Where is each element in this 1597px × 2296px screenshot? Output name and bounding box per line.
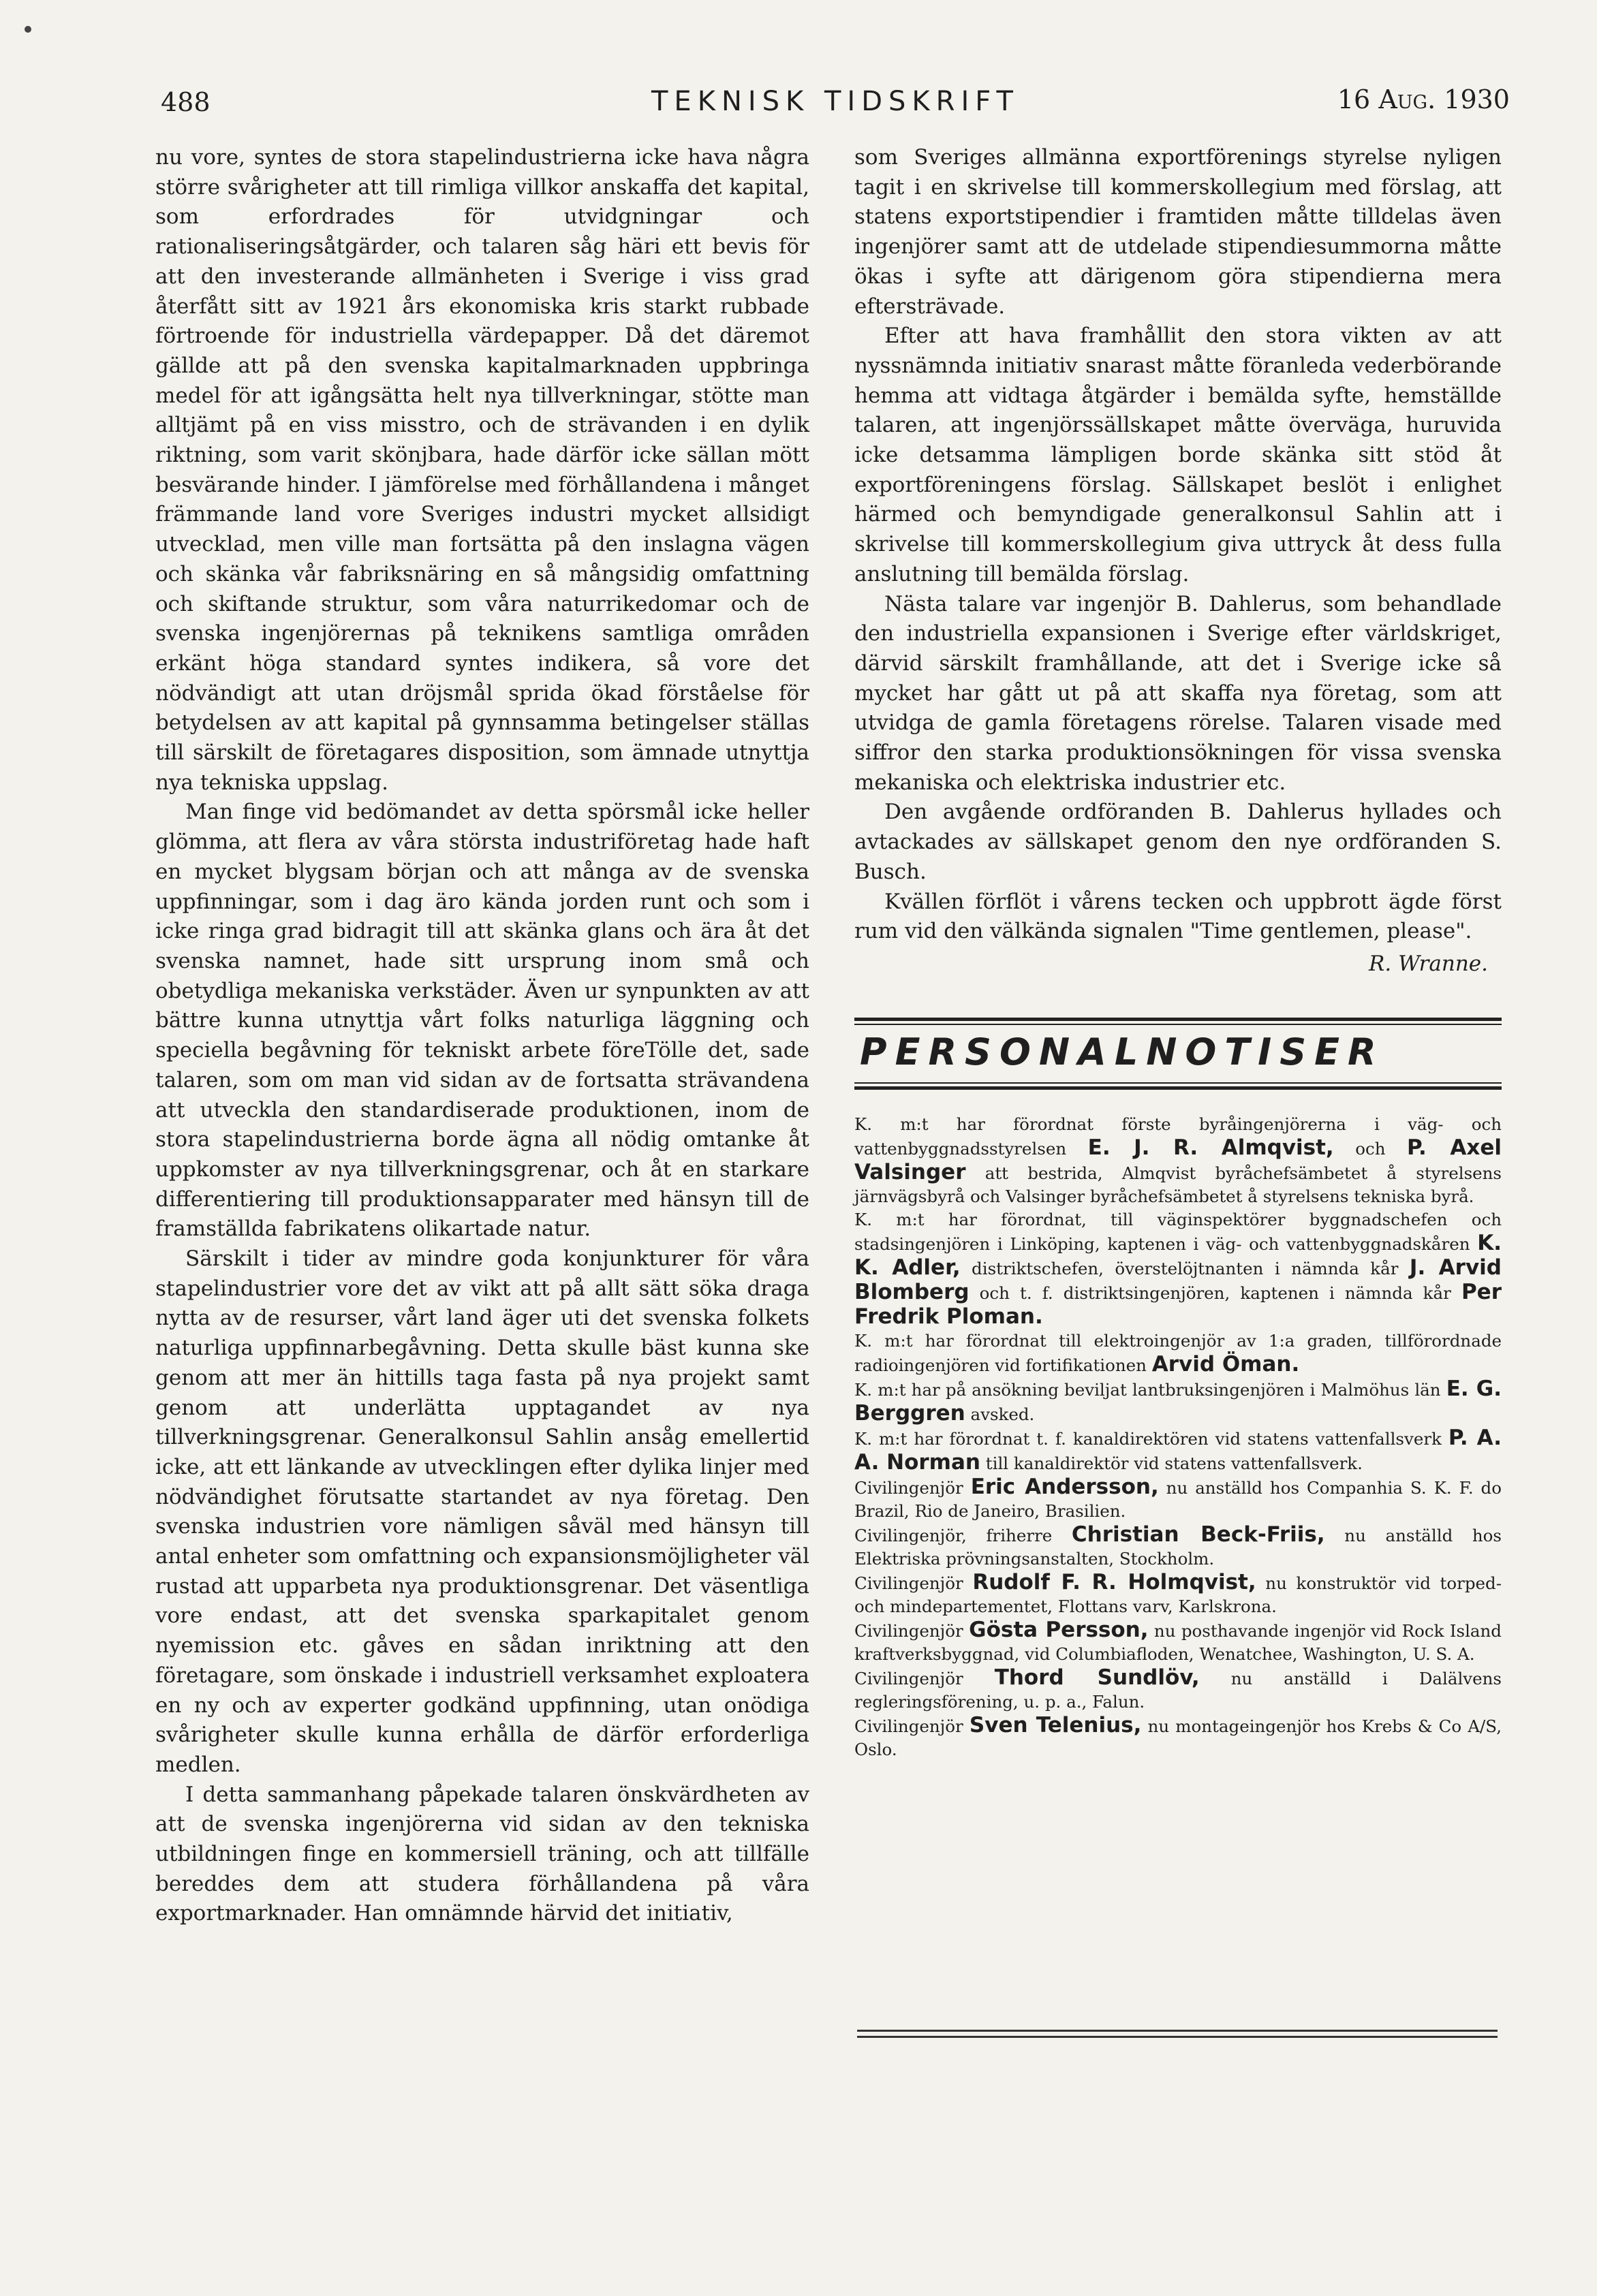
- issue-month: Aug.: [1378, 84, 1436, 114]
- notice-item: Civilingenjör Sven Telenius, nu montageingenjör hos Krebs & Co A/S, Oslo.: [854, 1712, 1502, 1759]
- paragraph: nu vore, syntes de stora stapelindustrierna icke hava några större svårigheter att till rimliga villkor anskaffa det kapital, som erfordrades för utvidgningar och rationaliseringsåtgärder, och talaren såg häri ett bevis för att den investerande allmänheten i Sverige i viss grad återfått sitt av 1921 års ekonomiska kris starkt rubbade förtroende för industriella värdepapper. Då det däremot gällde att på den svenska kapitalmarknaden uppbringa medel för att igångsätta helt nya tillverkningar, stötte man alltjämt på en viss misstro, och de strävanden i en dylik riktning, som varit skönjbara, hade därför icke sällan mött besvärande hinder. I jämförelse med förhållandena i månget främmande land vore Sveriges industri mycket allsidigt utvecklad, men ville man fortsätta på den inslagna vägen och skänka vår fabriksnäring en så mångsidig omfattning och skiftande struktur, som våra naturrikedomar och de svenska ingenjörernas på teknikens samtliga områden erkänt höga standard syntes indikera, så vore det nödvändigt att utan dröjsmål sprida ökad förståelse för betydelsen av att kapital på gynnsamma betingelser ställas till särskilt de företagares disposition, som ämnade utnyttja nya tekniska uppslag.: [155, 145, 809, 795]
- left-column: [155, 143, 809, 1929]
- author-signature: R. Wranne.: [1369, 951, 1488, 976]
- paragraph: Efter att hava framhållit den stora vikten av att nyssnämnda initiativ snarast måtte föranleda vederbörande hemma att vidtaga åtgärder i bemälda syfte, hemställde talaren, att ingenjörssällskapet måtte överväga, huruvida icke detsamma lämpligen borde skänka sitt stöd åt exportföreningens förslag. Sällskapet beslöt i enlighet härmed och bemyndigade generalkonsul Sahlin att i skrivelse till kommerskollegium giva uttryck åt dess fulla anslutning till bemälda förslag.: [854, 324, 1502, 586]
- end-rule: [857, 2030, 1498, 2042]
- notice-item: K. m:t har förordnat till elektroingenjör av 1:a graden, tillförordnade radioingenjören vid fortifikationen Arvid Öman.: [854, 1330, 1502, 1377]
- heading-rule-bottom-thin: [854, 1082, 1502, 1084]
- page-header: [161, 80, 1510, 135]
- heading-rule-bottom: [854, 1086, 1502, 1090]
- paragraph: Kvällen förflöt i vårens tecken och uppbrott ägde först rum vid den välkända signalen "Time gentlemen, please".: [854, 889, 1502, 944]
- notice-item: Civilingenjör Gösta Persson, nu posthavande ingenjör vid Rock Island kraftverksbyggnad, vid Columbiafloden, Wenatchee, Washington, U. S. A.: [854, 1617, 1502, 1664]
- issue-day: 16: [1337, 84, 1371, 114]
- paragraph: Nästa talare var ingenjör B. Dahlerus, som behandlade den industriella expansionen i Sverige efter världskriget, därvid särskilt framhållande, att det i Sverige icke så mycket har gått ut på att skaffa nya företag, som att utvidga de gamla företagens rörelse. Talaren visade med siffror den starka produktionsökningen för vissa svenska mekaniska och elektriska industrier etc.: [854, 591, 1502, 795]
- heading-rule-top: [854, 1018, 1502, 1021]
- notice-item: K. m:t har förordnat t. f. kanaldirektören vid statens vattenfallsverk P. A. A. Norman till kanaldirektör vid statens vattenfallsverk.: [854, 1425, 1502, 1475]
- issue-year: 1930: [1444, 84, 1510, 114]
- paragraph: som Sveriges allmänna exportförenings styrelse nyligen tagit i en skrivelse till kommerskollegium med förslag, att statens exportstipendier i framtiden måtte tilldelas även ingenjörer samt att de utdelade stipendiesummorna måtte ökas i syfte att därigenom göra stipendierna mera eftersträvade.: [854, 145, 1502, 319]
- notice-item: Civilingenjör Eric Andersson, nu anställd hos Companhia S. K. F. do Brazil, Rio de Janeiro, Brasilien.: [854, 1474, 1502, 1521]
- notice-item: K. m:t har på ansökning beviljat lantbruksingenjören i Malmöhus län E. G. Berggren avsked.: [854, 1376, 1502, 1426]
- journal-title: TEKNISK TIDSKRIFT: [651, 86, 1019, 117]
- paragraph: Den avgående ordföranden B. Dahlerus hyllades och avtackades av sällskapet genom den nye ordföranden S. Busch.: [854, 800, 1502, 884]
- section-title: PERSONALNOTISER: [860, 1030, 1384, 1073]
- paragraph: Särskilt i tider av mindre goda konjunkturer för våra stapelindustrier vore det av vikt att på allt sätt söka draga nytta av de resurser, vårt land äger uti det svenska folkets naturliga uppfinnarbegåvning. Detta skulle bäst kunna ske genom att mer än hittills taga fasta på nya projekt samt genom att underlätta upptagandet av nya tillverkningsgrenar. Generalkonsul Sahlin ansåg emellertid icke, att ett länkande av utvecklingen efter dylika linjer med nödvändighet förutsatte startandet av nya företag. Den svenska industrien vore nämligen såväl med hänsyn till antal enheter som omfattning och expansionsmöjligheter väl rustad att upparbeta nya produktionsgrenar. Det väsentliga vore endast, att det svenska sparkapitalet genom nyemission etc. gåves en sådan inriktning att den företagare, som önskade i industriell verksamhet exploatera en ny och av experter godkänd uppfinning, utan onödiga svårigheter skulle kunna erhålla de därför erforderliga medlen.: [155, 1246, 809, 1777]
- page-number: 488: [161, 87, 211, 117]
- notice-item: Civilingenjör Rudolf F. R. Holmqvist, nu konstruktör vid torped- och mindepartementet, Flottans varv, Karlskrona.: [854, 1569, 1502, 1616]
- notice-item: Civilingenjör, friherre Christian Beck-Friis, nu anställd hos Elektriska prövningsanstalten, Stockholm.: [854, 1522, 1502, 1569]
- right-column: [854, 143, 1502, 1761]
- notice-item: K. m:t har förordnat förste byråingenjörerna i väg- och vattenbyggnadsstyrelsen E. J. R. Almqvist, och P. Axel Valsinger att bestrida, Almqvist byråchefsämbetet å styrelsens järnvägsbyrå och Valsinger byråchefsämbetet å styrelsens tekniska byrå.: [854, 1114, 1502, 1206]
- paragraph: I detta sammanhang påpekade talaren önskvärdheten av att de svenska ingenjörerna vid sidan av den tekniska utbildningen finge en kommersiell träning, och att tillfälle bereddes dem att studera förhållandena på våra exportmarknader. Han omnämnde härvid det initiativ,: [155, 1782, 809, 1926]
- end-rule-line: [857, 2030, 1498, 2032]
- personnel-notices: [854, 1113, 1502, 1761]
- paragraph: Man finge vid bedömandet av detta spörsmål icke heller glömma, att flera av våra största industriföretag hade haft en mycket blygsam början och att många av de svenska uppfinningar, som i dag äro kända jorden runt och som i icke ringa grad bidragit till att skänka glans och ära åt det svenska namnet, hade sitt ursprung inom små och obetydliga mekaniska verkstäder. Även ur synpunkten av att bättre kunna utnyttja vårt folks naturliga läggning och speciella begåvning för tekniskt arbete föreTölle det, sade talaren, som om man vid sidan av de fortsatta strävandena att utveckla den standardiserade produktionen, inom de stora stapelindustrierna borde ägna all nödig omtanke åt uppkomster av nya tillverkningsgrenar, och åt en starkare differentiering till produktionsapparater med hänsyn till de framställda fabrikatens olikartade natur.: [155, 800, 809, 1242]
- end-rule-line: [857, 2036, 1498, 2038]
- issue-date: [1337, 84, 1510, 114]
- notice-item: K. m:t har förordnat, till väginspektörer byggnadschefen och stadsingenjören i Linköping, kaptenen i väg- och vattenbyggnadskåren K. K. Adler, distriktschefen, överstelöjtnanten i nämnda kår J. Arvid Blomberg och t. f. distriktsingenjören, kaptenen i nämnda kår Per Fredrik Ploman.: [854, 1209, 1502, 1329]
- section-heading-block: [854, 1018, 1502, 1090]
- notice-item: Civilingenjör Thord Sundlöv, nu anställd i Dalälvens regleringsförening, u. p. a., Falun.: [854, 1665, 1502, 1712]
- print-speck: [25, 26, 31, 33]
